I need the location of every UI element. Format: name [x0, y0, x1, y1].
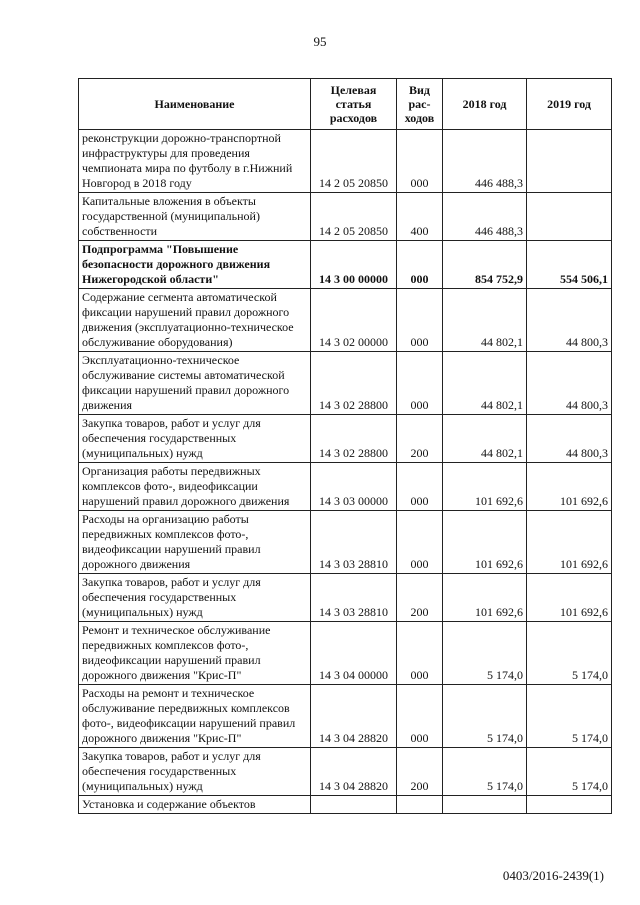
cell-type: 200	[397, 748, 443, 796]
cell-code: 14 3 00 00000	[311, 241, 397, 289]
table-row	[79, 193, 612, 241]
table-row	[79, 130, 612, 193]
cell-2018: 44 802,1	[443, 415, 527, 463]
cell-2019: 44 800,3	[527, 289, 612, 352]
cell-type: 400	[397, 193, 443, 241]
table-row	[79, 796, 612, 814]
table-row	[79, 685, 612, 748]
cell-name: Содержание сегмента автоматической фиксации нарушений правил дорожного движения (эксплуатационно-техническое обслуживание оборудования)	[79, 289, 311, 352]
cell-2019: 44 800,3	[527, 415, 612, 463]
cell-code: 14 2 05 20850	[311, 130, 397, 193]
cell-2018: 854 752,9	[443, 241, 527, 289]
table-row	[79, 574, 612, 622]
cell-code: 14 3 04 28820	[311, 748, 397, 796]
cell-2018: 446 488,3	[443, 130, 527, 193]
cell-name: Капитальные вложения в объекты государственной (муниципальной) собственности	[79, 193, 311, 241]
cell-2018: 101 692,6	[443, 463, 527, 511]
header-name: Наименование	[79, 79, 311, 130]
cell-2019	[527, 796, 612, 814]
cell-name: Закупка товаров, работ и услуг для обеспечения государственных (муниципальных) нужд	[79, 748, 311, 796]
cell-code: 14 3 02 28800	[311, 415, 397, 463]
table-row	[79, 415, 612, 463]
page-number: 95	[313, 34, 327, 49]
cell-2019: 101 692,6	[527, 511, 612, 574]
cell-code: 14 3 03 28810	[311, 511, 397, 574]
header-code: Целевая статья расходов	[311, 79, 397, 130]
cell-2019: 5 174,0	[527, 685, 612, 748]
cell-code: 14 3 03 28810	[311, 574, 397, 622]
cell-2018: 101 692,6	[443, 574, 527, 622]
cell-type: 200	[397, 574, 443, 622]
cell-2018: 446 488,3	[443, 193, 527, 241]
cell-2019	[527, 193, 612, 241]
cell-2019: 5 174,0	[527, 622, 612, 685]
cell-type: 000	[397, 130, 443, 193]
budget-table	[78, 78, 612, 814]
cell-2019: 101 692,6	[527, 463, 612, 511]
cell-2018: 101 692,6	[443, 511, 527, 574]
cell-name: Эксплуатационно-техническое обслуживание системы автоматической фиксации нарушений правил дорожного движения	[79, 352, 311, 415]
cell-2019: 44 800,3	[527, 352, 612, 415]
table-row	[79, 289, 612, 352]
cell-name: Расходы на ремонт и техническое обслуживание передвижных комплексов фото-, видеофиксации нарушений правил дорожного движения "Крис-П"	[79, 685, 311, 748]
cell-2018: 5 174,0	[443, 685, 527, 748]
cell-type: 200	[397, 415, 443, 463]
table-row	[79, 241, 612, 289]
cell-type: 000	[397, 463, 443, 511]
cell-code: 14 3 02 28800	[311, 352, 397, 415]
table-row	[79, 511, 612, 574]
cell-code: 14 3 04 00000	[311, 622, 397, 685]
cell-code: 14 3 03 00000	[311, 463, 397, 511]
cell-type: 000	[397, 241, 443, 289]
cell-name: Ремонт и техническое обслуживание передвижных комплексов фото-, видеофиксации нарушений правил дорожного движения "Крис-П"	[79, 622, 311, 685]
cell-type	[397, 796, 443, 814]
header-type: Вид рас-ходов	[397, 79, 443, 130]
cell-type: 000	[397, 511, 443, 574]
cell-name: Подпрограмма "Повышение безопасности дорожного движения Нижегородской области"	[79, 241, 311, 289]
cell-type: 000	[397, 622, 443, 685]
cell-2018	[443, 796, 527, 814]
header-2019: 2019 год	[527, 79, 612, 130]
cell-2018: 5 174,0	[443, 622, 527, 685]
cell-type: 000	[397, 289, 443, 352]
cell-name: Установка и содержание объектов	[79, 796, 311, 814]
cell-name: Закупка товаров, работ и услуг для обеспечения государственных (муниципальных) нужд	[79, 415, 311, 463]
table-row	[79, 748, 612, 796]
cell-2019: 101 692,6	[527, 574, 612, 622]
cell-2018: 44 802,1	[443, 289, 527, 352]
cell-type: 000	[397, 352, 443, 415]
cell-name: Расходы на организацию работы передвижных комплексов фото-, видеофиксации нарушений правил дорожного движения	[79, 511, 311, 574]
cell-name: Закупка товаров, работ и услуг для обеспечения государственных (муниципальных) нужд	[79, 574, 311, 622]
table-header-row	[79, 79, 612, 130]
cell-name: реконструкции дорожно-транспортной инфраструктуры для проведения чемпионата мира по футболу в г.Нижний Новгород в 2018 году	[79, 130, 311, 193]
cell-2019	[527, 130, 612, 193]
cell-code	[311, 796, 397, 814]
table-row	[79, 622, 612, 685]
header-2018: 2018 год	[443, 79, 527, 130]
cell-2019: 5 174,0	[527, 748, 612, 796]
table-body	[79, 130, 612, 814]
cell-2018: 44 802,1	[443, 352, 527, 415]
table-row	[79, 463, 612, 511]
cell-code: 14 3 02 00000	[311, 289, 397, 352]
table-row	[79, 352, 612, 415]
cell-code: 14 2 05 20850	[311, 193, 397, 241]
cell-code: 14 3 04 28820	[311, 685, 397, 748]
cell-name: Организация работы передвижных комплексов фото-, видеофиксации нарушений правил дорожного движения	[79, 463, 311, 511]
cell-2018: 5 174,0	[443, 748, 527, 796]
cell-2019: 554 506,1	[527, 241, 612, 289]
cell-type: 000	[397, 685, 443, 748]
document-code: 0403/2016-2439(1)	[502, 868, 604, 883]
